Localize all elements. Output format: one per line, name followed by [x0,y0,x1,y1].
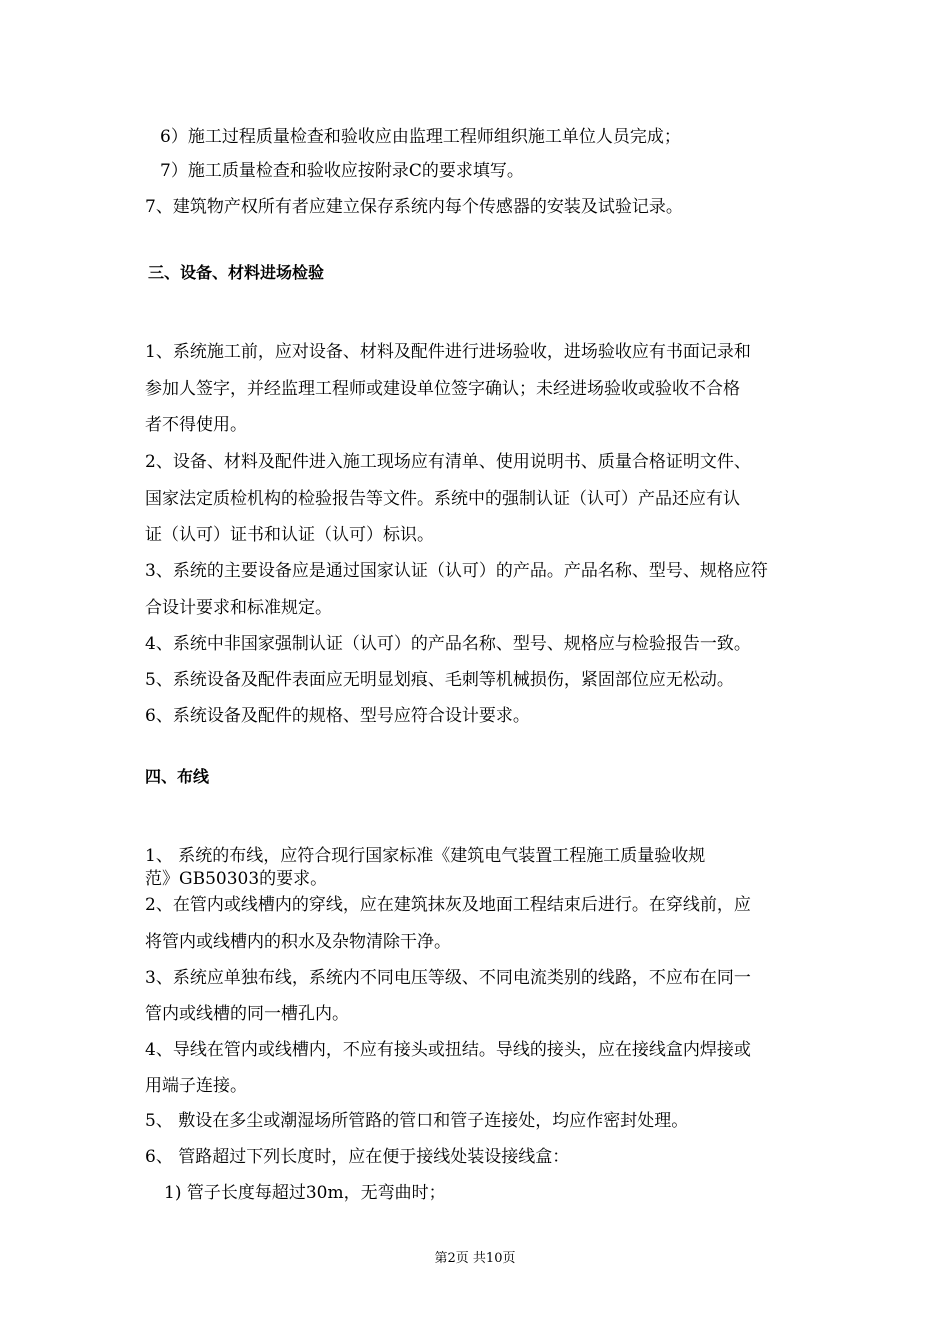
text-line: 4、系统中非国家强制认证（认可）的产品名称、型号、规格应与检验报告一致。 [145,634,751,654]
text-line: 5、 敷设在多尘或潮湿场所管路的管口和管子连接处，均应作密封处理。 [145,1111,689,1131]
text-line: 3、系统应单独布线，系统内不同电压等级、不同电流类别的线路，不应布在同一 [145,968,751,988]
text-line: 用端子连接。 [145,1076,247,1096]
section-heading: 四、布线 [145,767,210,786]
page-footer: 第2页 共10页 [434,1251,516,1266]
text-line: 参加人签字，并经监理工程师或建设单位签字确认；未经进场验收或验收不合格 [145,379,740,399]
text-line: 国家法定质检机构的检验报告等文件。系统中的强制认证（认可）产品还应有认 [145,489,740,509]
text-line: 范》GB50303的要求。 [145,869,328,889]
section-heading: 三、设备、材料进场检验 [148,263,325,282]
text-line: 2、设备、材料及配件进入施工现场应有清单、使用说明书、质量合格证明文件、 [145,452,751,472]
text-line: 证（认可）证书和认证（认可）标识。 [145,525,434,545]
text-line: 1、系统施工前，应对设备、材料及配件进行进场验收，进场验收应有书面记录和 [145,342,751,362]
text-line: 6、系统设备及配件的规格、型号应符合设计要求。 [145,706,530,726]
text-line: 管内或线槽的同一槽孔内。 [145,1004,349,1024]
text-line: 1、 系统的布线，应符合现行国家标准《建筑电气装置工程施工质量验收规 [145,846,706,866]
text-line: 2、在管内或线槽内的穿线，应在建筑抹灰及地面工程结束后进行。在穿线前，应 [145,895,751,915]
text-line: 1) 管子长度每超过30m，无弯曲时； [164,1183,446,1203]
text-line: 者不得使用。 [145,415,247,435]
text-line: 6、 管路超过下列长度时，应在便于接线处装设接线盒： [145,1147,570,1167]
text-line: 7、建筑物产权所有者应建立保存系统内每个传感器的安装及试验记录。 [145,197,683,217]
text-line: 4、导线在管内或线槽内，不应有接头或扭结。导线的接头，应在接线盒内焊接或 [145,1040,751,1060]
text-line: 将管内或线槽内的积水及杂物清除干净。 [145,932,451,952]
text-line: 5、系统设备及配件表面应无明显划痕、毛刺等机械损伤，紧固部位应无松动。 [145,670,734,690]
text-line: 合设计要求和标准规定。 [145,598,332,618]
text-line: 3、系统的主要设备应是通过国家认证（认可）的产品。产品名称、型号、规格应符 [145,561,768,581]
text-line: 7）施工质量检查和验收应按附录C的要求填写。 [160,161,524,181]
text-line: 6）施工过程质量检查和验收应由监理工程师组织施工单位人员完成； [160,127,681,147]
